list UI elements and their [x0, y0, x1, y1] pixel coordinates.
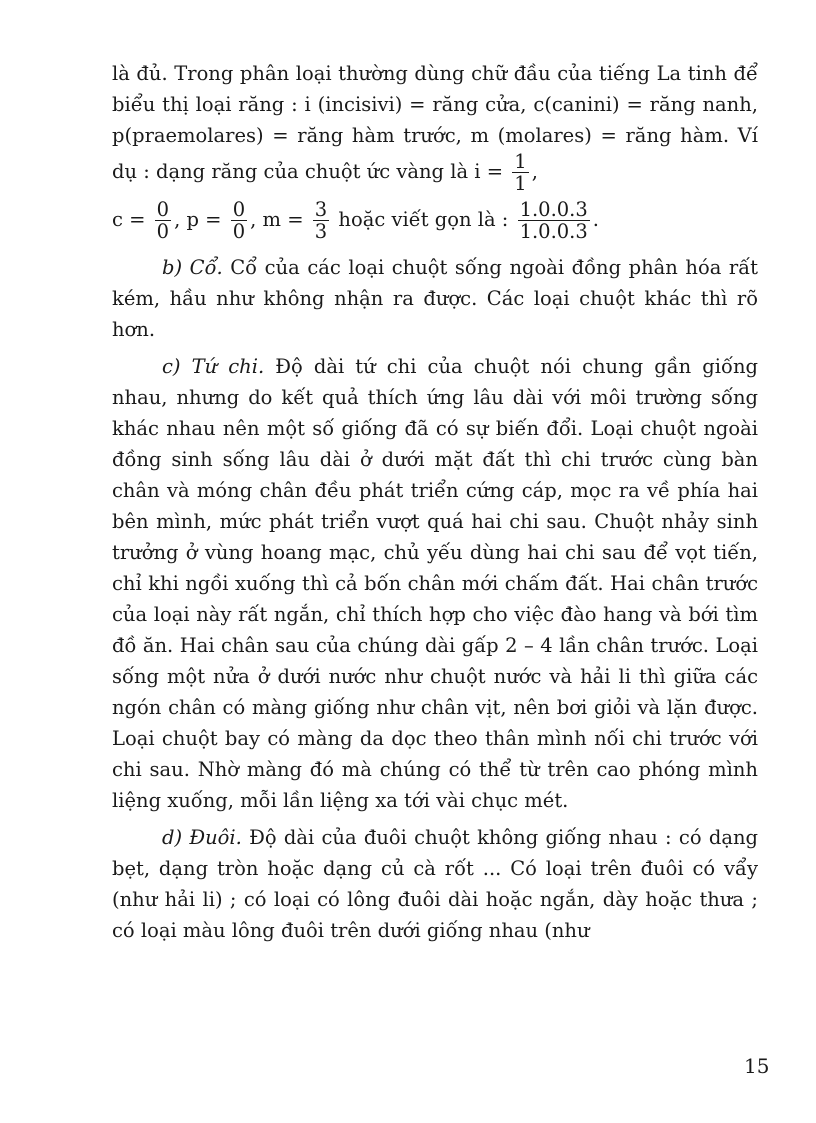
fraction-short-formula: $\frac{1.0.0.3}{1.0.0.3}$: [519, 198, 588, 243]
neck-text: Cổ của các loại chuột sống ngoài đồng phân hóa rất kém, hầu như không nhận ra được. Các loại chuột khác thì rõ hơn.: [112, 256, 759, 341]
paragraph-neck: [112, 252, 758, 345]
paragraph-limbs: [112, 351, 758, 816]
heading-neck: b) Cổ.: [162, 256, 223, 279]
limbs-text: Độ dài tứ chi của chuột nói chung gần giống nhau, nhưng do kết quả thích ứng lâu dài với môi trường sống khác nhau nên một số giống đã có sự biến đổi. Loại chuột ngoài đồng sinh sống lâu dài ở dưới mặt đất thì chi trước cùng bàn chân và móng chân đều phát triển cứng cáp, mọc ra về phía hai bên mình, mức phát triển vượt quá hai chi sau. Chuột nhảy sinh trưởng ở vùng hoang mạc, chủ yếu dùng hai chi sau để vọt tiến, chỉ khi ngồi xuống thì cả bốn chân mới chấm đất. Hai chân trước của loại này rất ngắn, chỉ thích hợp cho việc đào hang và bới tìm đồ ăn. Hai chân sau của chúng dài gấp 2 – 4 lần chân trước. Loại sống một nửa ở dưới nước như chuột nước và hải li thì giữa các ngón chân có màng giống như chân vịt, nên bơi giỏi và lặn được. Loại chuột bay có màng da dọc theo thân mình nối chi trước với chi sau. Nhờ màng đó mà chúng có thể từ trên cao phóng mình liệng xuống, mỗi lần liệng xa tới vài chục mét.: [112, 355, 759, 812]
paragraph-tooth-classification: là đủ. Trong phân loại thường dùng chữ đầu của tiếng La tinh để biểu thị loại răng : i (incisivi) = răng cửa, c(canini) = răng nanh, p(praemolares) = răng hàm trước, m (molares) = răng hàm. Ví dụ : dạng răng của chuột ức vàng là i = $\frac{1}{1}$ ,: [112, 62, 758, 195]
fraction-molar: $\frac{3}{3}$: [314, 198, 328, 243]
page-body: [112, 58, 758, 946]
paragraph-tail: [112, 822, 758, 946]
page-number: 15: [744, 1054, 770, 1078]
heading-limbs: c) Tứ chi.: [162, 355, 265, 378]
fraction-premolar: $\frac{0}{0}$: [232, 198, 246, 243]
fraction-incisor: $\frac{1}{1}$: [514, 150, 527, 195]
heading-tail: d) Đuôi.: [162, 826, 242, 849]
tail-text: Độ dài của đuôi chuột không giống nhau : có dạng bẹt, dạng tròn hoặc dạng củ cà rốt ... Có loại trên đuôi có vẩy (như hải li) ; có loại có lông đuôi dài hoặc ngắn, dày hoặc thưa ; có loại màu lông đuôi trên dưới giống nhau (như: [112, 826, 758, 942]
fraction-canine: $\frac{0}{0}$: [156, 198, 170, 243]
dental-formula-line: c = $\frac{0}{0}$ , p = $\frac{0}{0}$ , m = $\frac{3}{3}$ hoặc viết gọn là : $\frac{1.0.0.3}{1.0.0.3}$ .: [112, 198, 599, 243]
tooth-classification-text: là đủ. Trong phân loại thường dùng chữ đầu của tiếng La tinh để biểu thị loại răng : i (incisivi) = răng cửa, c(canini) = răng nanh, p(praemolares) = răng hàm trước, m (molares) = răng hàm. Ví dụ : dạng răng của chuột ức vàng là i =: [112, 62, 758, 183]
